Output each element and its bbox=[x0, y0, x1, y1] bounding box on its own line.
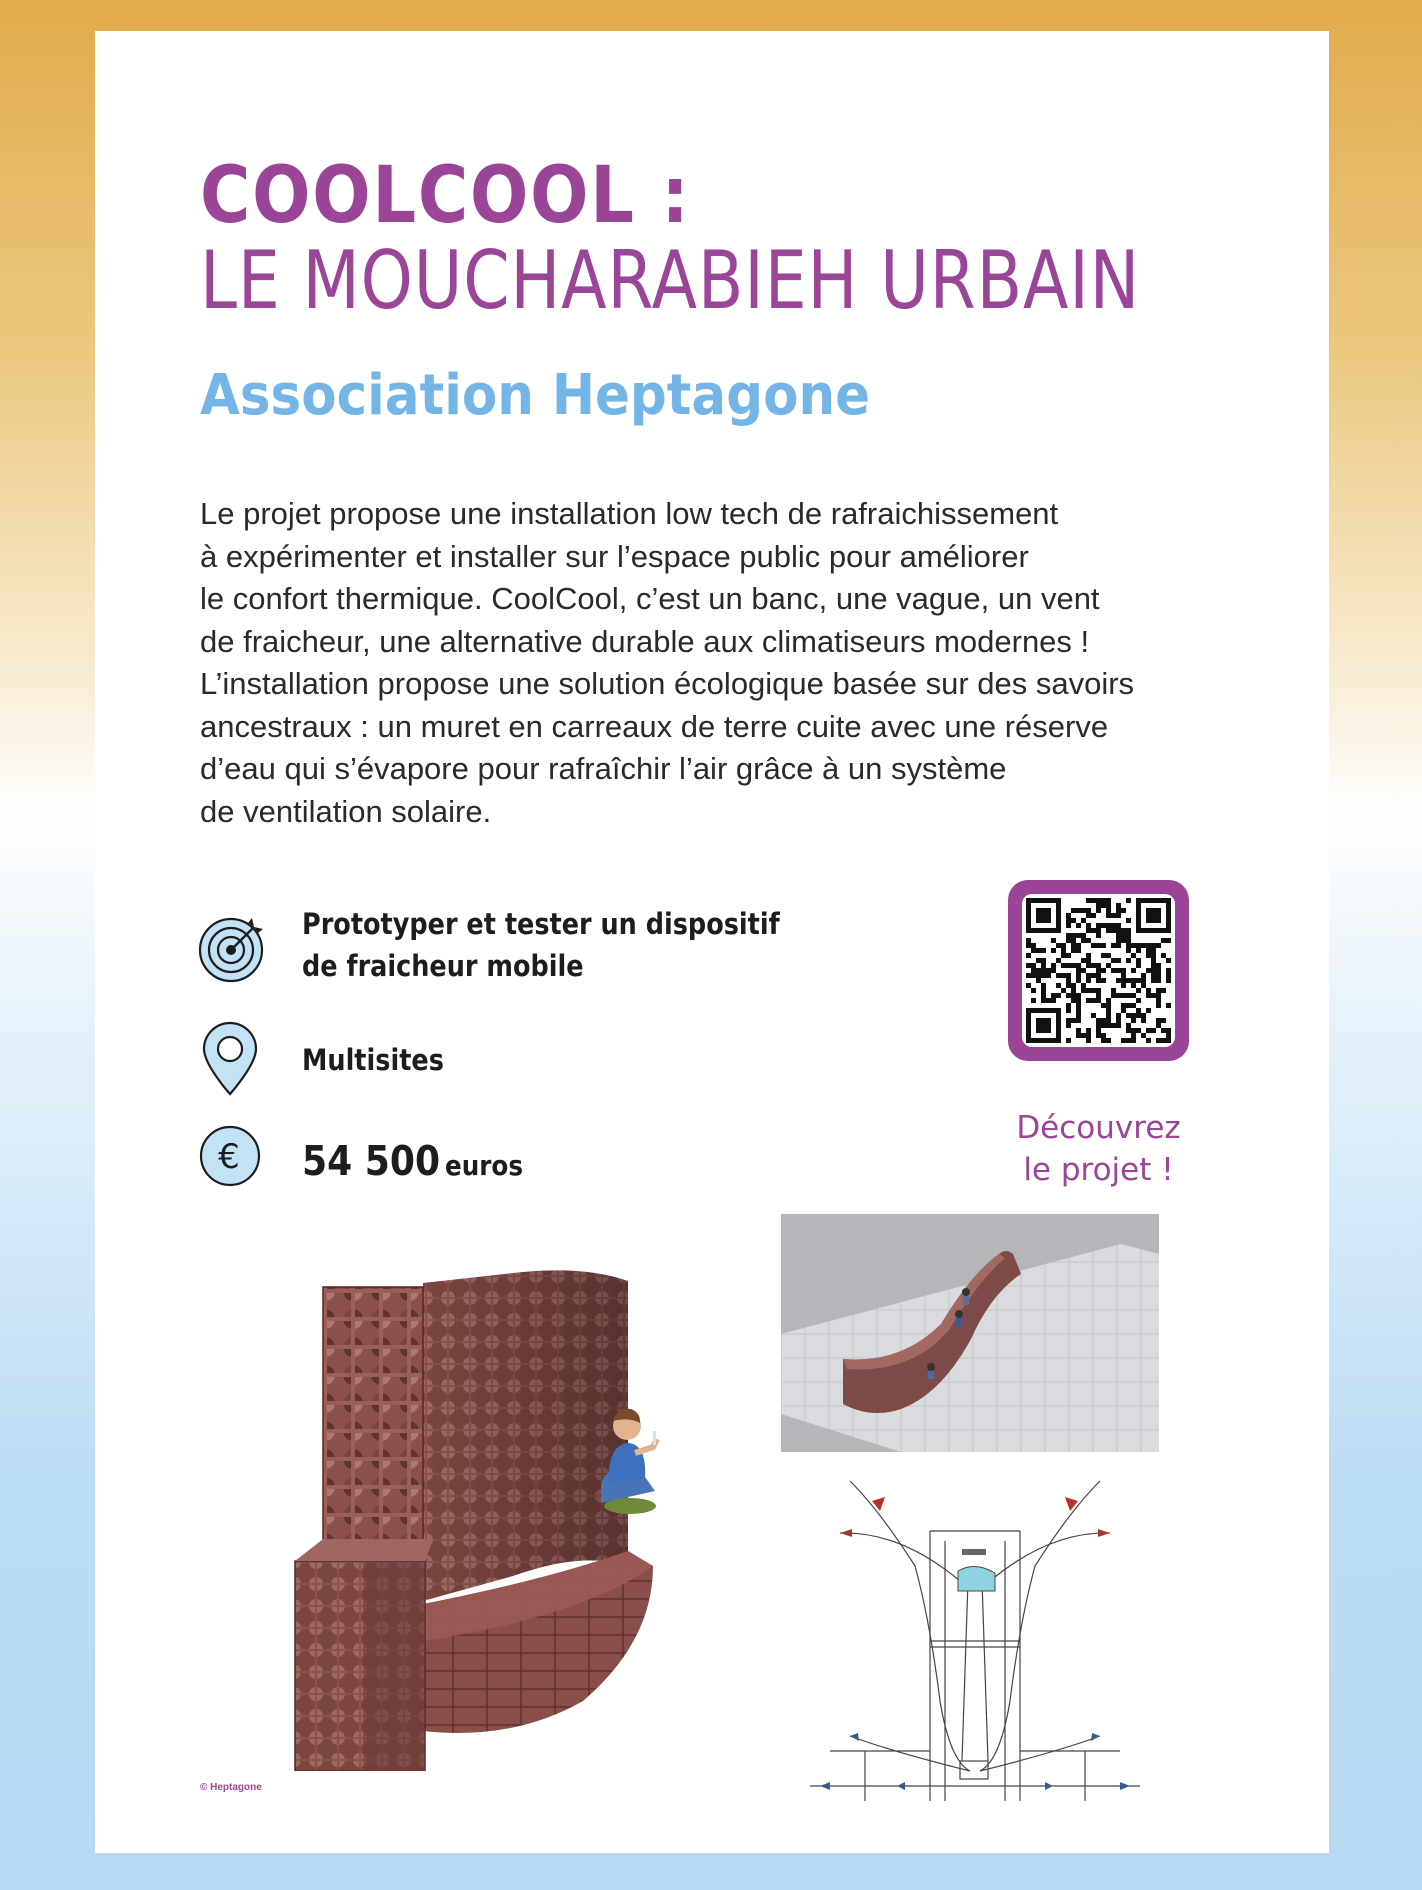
content-panel bbox=[95, 31, 1329, 1853]
description-line: Le projet propose une installation low tech de rafraichissement bbox=[200, 496, 1059, 531]
project-description bbox=[200, 493, 1310, 833]
description-line: à expérimenter et installer sur l’espace public pour améliorer bbox=[200, 538, 1029, 574]
goal-text bbox=[302, 903, 780, 987]
description-line: le confort thermique. CoolCool, c’est un banc, une vague, un vent bbox=[200, 581, 1100, 616]
budget-text bbox=[302, 1136, 523, 1195]
qr-caption bbox=[1008, 1107, 1189, 1191]
ventilation-diagram bbox=[810, 1471, 1140, 1801]
street-rendering-image bbox=[781, 1214, 1159, 1452]
description-line: L’installation propose une solution écologique basée sur des savoirs bbox=[200, 666, 1135, 701]
organization-name: Association Heptagone bbox=[200, 363, 871, 428]
budget-amount: 54 500 bbox=[302, 1137, 441, 1185]
description-line: d’eau qui s’évapore pour rafraîchir l’air grâce à un système bbox=[200, 751, 1007, 786]
qr-code[interactable] bbox=[1008, 880, 1189, 1061]
title-line-1: COOLCOOL : bbox=[200, 151, 691, 241]
description-line: ancestraux : un muret en carreaux de terre cuite avec une réserve bbox=[200, 708, 1109, 744]
qr-code-inner bbox=[1022, 894, 1175, 1047]
qr-caption-line: le projet ! bbox=[1023, 1152, 1174, 1188]
location-pin-icon bbox=[200, 1021, 260, 1097]
location-text: Multisites bbox=[302, 1043, 444, 1077]
description-line: de fraicheur, une alternative durable aux climatiseurs modernes ! bbox=[200, 623, 1090, 659]
goal-line: Prototyper et tester un dispositif bbox=[302, 907, 780, 941]
moucharabieh-wall-image bbox=[283, 1221, 793, 1771]
image-credit: © Heptagone bbox=[200, 1782, 262, 1793]
title-line-2: LE MOUCHARABIEH URBAIN bbox=[200, 234, 1141, 327]
svg-text:€: € bbox=[218, 1137, 240, 1177]
description-line: de ventilation solaire. bbox=[200, 793, 492, 829]
euro-icon bbox=[198, 1124, 262, 1188]
budget-unit: euros bbox=[445, 1149, 524, 1182]
target-icon bbox=[198, 915, 266, 983]
goal-line: de fraicheur mobile bbox=[302, 949, 584, 983]
qr-code-pattern bbox=[1022, 894, 1175, 1047]
qr-caption-line: Découvrez bbox=[1016, 1110, 1181, 1146]
